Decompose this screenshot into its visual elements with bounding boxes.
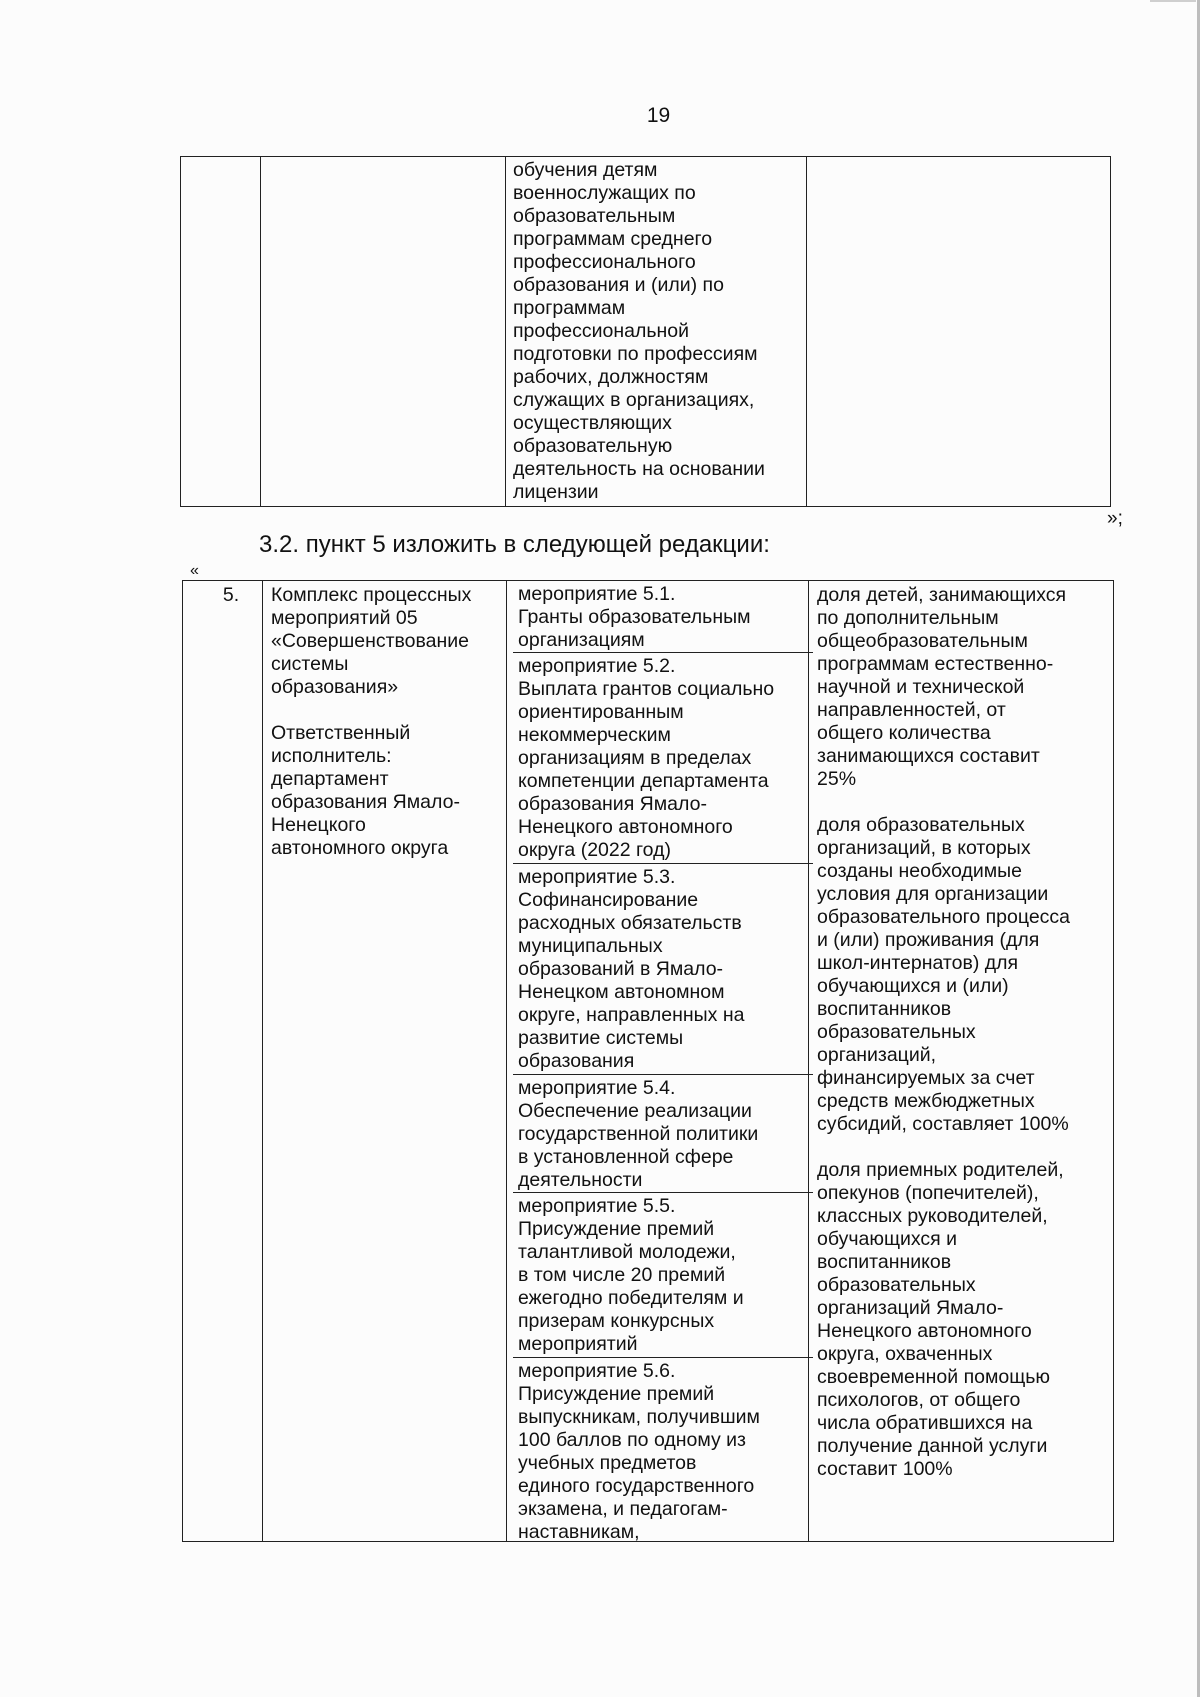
closing-quote: »; — [1107, 508, 1123, 529]
column-divider — [506, 581, 507, 1541]
activity-cell — [513, 1193, 813, 1358]
activity-text: мероприятие 5.4. Обеспечение реализации государственной политики в установленной сфере деятельности — [518, 1077, 759, 1191]
column-divider — [806, 157, 807, 506]
opening-quote: « — [190, 562, 199, 579]
item-number: 5. — [222, 584, 240, 606]
scan-artifact — [1150, 0, 1196, 2]
activity-text: мероприятие 5.6. Присуждение премий выпускникам, получившим 100 баллов по одному из учебных предметов единого государственного экзамена, и педагогам- наставникам, — [518, 1360, 760, 1543]
activity-cell — [513, 1358, 813, 1543]
indicator-text: доля образовательных организаций, в которых созданы необходимые условия для организации образовательного процесса и (или) проживания (для школ-интернатов) для обучающихся и (или) воспитанников образовательных организаций, финансируемых за счет средств межбюджетных субсидий, составляет 100% — [817, 814, 1071, 1135]
complex-title: Комплекс процессных мероприятий 05 «Совершенствование системы образования» — [271, 584, 472, 698]
amendment-paragraph: 3.2. пункт 5 изложить в следующей редакции: — [259, 531, 770, 558]
complex-cell — [271, 584, 501, 860]
column-divider — [262, 581, 263, 1541]
activity-description-cell: обучения детям военнослужащих по образовательным программам среднего профессионального образования и (или) по программам профессиональной подготовки по профессиям рабочих, должностям служащих в организациях, осуществляющих образовательную деятельность на основании лицензии — [513, 159, 765, 503]
activity-text: мероприятие 5.5. Присуждение премий талантливой молодежи, в том числе 20 премий ежегодно победителям и призерам конкурсных мероприятий — [518, 1195, 744, 1355]
activity-cell — [513, 864, 813, 1075]
indicator-text: доля приемных родителей, опекунов (попечителей), классных руководителей, обучающихся и воспитанников образовательных организаций Ямало- Ненецкого автономного округа, охваченных своевременной помощью психологов, от общего числа обратившихся на получение данной услуги составит 100% — [817, 1159, 1064, 1480]
activity-cell — [513, 1075, 813, 1193]
activity-text: мероприятие 5.1. Гранты образовательным организациям — [518, 583, 751, 651]
activity-text: мероприятие 5.3. Софинансирование расходных обязательств муниципальных образований в Ямало- Ненецком автономном округе, направленных на развитие системы образования — [518, 866, 745, 1072]
column-divider — [260, 157, 261, 506]
activity-cell — [513, 581, 813, 653]
activity-text: мероприятие 5.2. Выплата грантов социально ориентированным некоммерческим организациям в пределах компетенции департамента образования Ямало- Ненецкого автономного округа (2022 год) — [518, 655, 775, 861]
item-5-table — [182, 580, 1114, 1542]
responsible-executor: Ответственный исполнитель: департамент образования Ямало- Ненецкого автономного округа — [271, 722, 460, 859]
continuation-table — [180, 156, 1111, 507]
column-divider — [505, 157, 506, 506]
indicators-cell — [817, 584, 1107, 1481]
indicator-text: доля детей, занимающихся по дополнительным общеобразовательным программам естественно- научной и технической направленностей, от общего количества занимающихся составит 25% — [817, 584, 1067, 790]
page-number: 19 — [646, 104, 671, 127]
activity-cell — [513, 653, 813, 864]
